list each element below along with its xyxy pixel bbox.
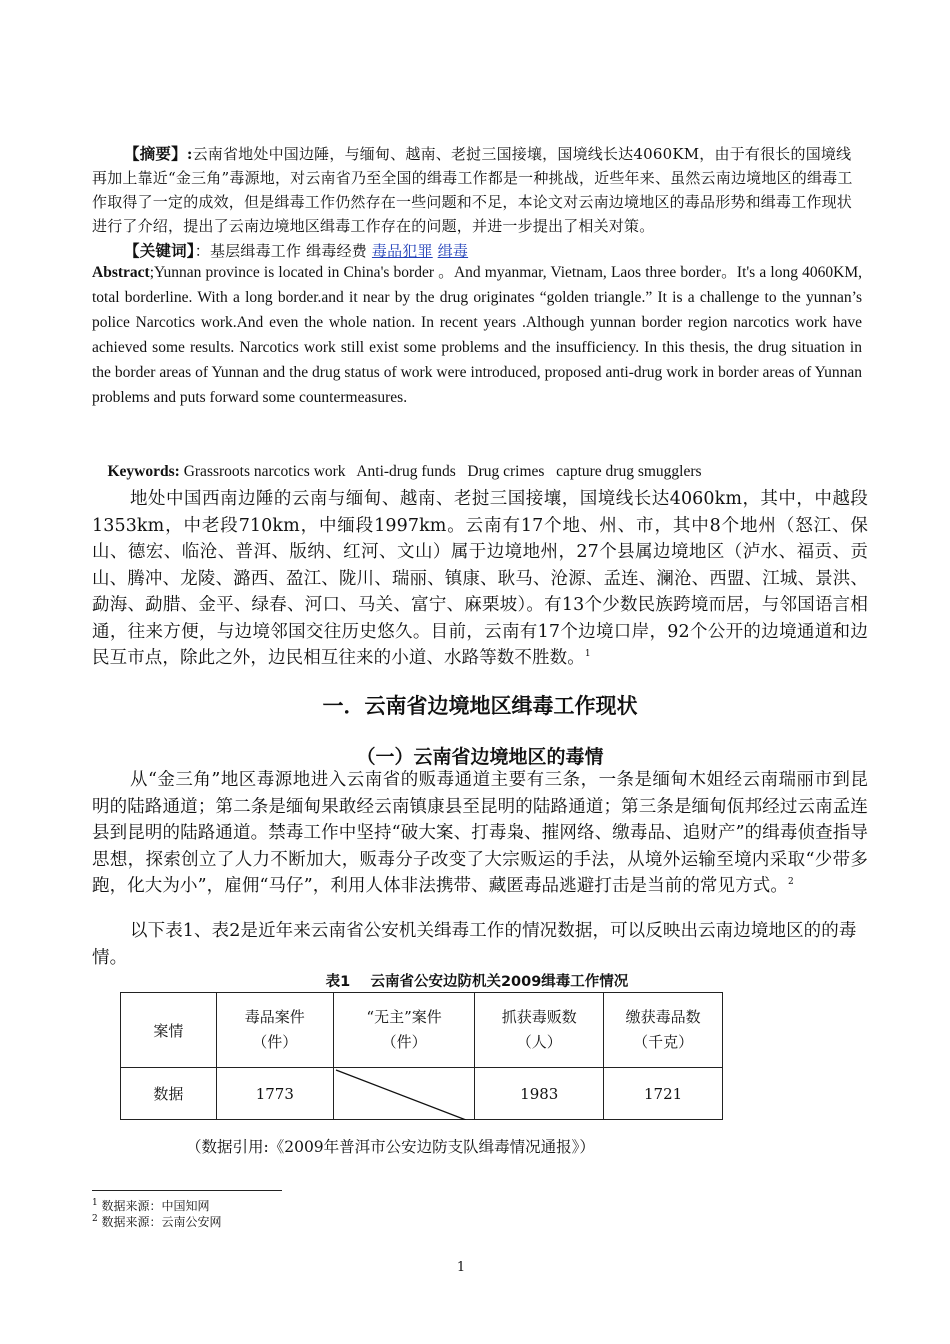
footnote-1 xyxy=(92,1198,210,1214)
drug-route-paragraph xyxy=(92,767,868,900)
cell-seized xyxy=(604,1068,723,1120)
cell-drug-cases xyxy=(216,1068,333,1120)
footnote-ref-2[interactable]: 2 xyxy=(787,877,794,888)
cell-arrests xyxy=(475,1068,604,1120)
header-arrests-unit: （人） xyxy=(516,1033,562,1051)
keywords-cn-label: 【关键词】 xyxy=(124,242,195,260)
header-ownerless-cases xyxy=(333,993,475,1068)
header-drug-cases xyxy=(216,993,333,1068)
header-arrests xyxy=(475,993,604,1068)
header-case-label: 案情 xyxy=(153,1021,184,1040)
abstract-cn-label: 【摘要】 xyxy=(124,145,187,163)
header-ownerless-cases-label: “无主”案件 xyxy=(366,1008,442,1026)
footnote-1-num: 1 xyxy=(92,1198,98,1208)
intro-text: 地处中国西南边陲的云南与缅甸、越南、老挝三国接壤，国境线长达4060km，其中，中越段1353km，中老段710km，中缅段1997km。云南有17个地、州、市，其中8个地州（怒江、保山、德宏、临沧、普洱、版纳、红河、文山）属于边境地州，27个县属边境地区（泸水、福贡、贡山、腾冲、龙陵、潞西、盈江、陇川、瑞丽、镇康、耿马、沧源、孟连、澜沧、西盟、江城、景洪、勐海、勐腊、金平、绿春、河口、马关、富宁、麻栗坡）。有13个少数民族跨境而居，与邻国语言相通，往来方便，与边境邻国交往历史悠久。目前，云南有17个边境口岸，92个公开的边境通道和边民互市点，除此之外，边民相互往来的小道、水路等数不胜数。 xyxy=(92,489,868,668)
header-arrests-label: 抓获毒贩数 xyxy=(501,1008,577,1026)
header-drug-cases-label: 毒品案件 xyxy=(244,1008,305,1026)
table-row xyxy=(121,1068,723,1120)
abstract-cn-text: 云南省地处中国边陲，与缅甸、越南、老挝三国接壤，国境线长达4060KM，由于有很长的国境线再加上靠近“金三角”毒源地，对云南省乃至全国的缉毒工作都是一种挑战，近些年来、虽然云南边境地区的缉毒工作取得了一定的成效，但是缉毒工作仍然存在一些问题和不足，本论文对云南边境地区的毒品形势和缉毒工作现状进行了介绍，提出了云南边境地区缉毒工作存在的问题，并进一步提出了相关对策。 xyxy=(92,145,853,235)
keywords-en-text: Grassroots narcotics work Anti-drug funds Drug crimes capture drug smugglers xyxy=(179,463,702,480)
header-drug-cases-unit: （件） xyxy=(252,1033,298,1051)
row-label: 数据 xyxy=(153,1085,184,1103)
table-intro-text: 以下表1、表2是近年来云南省公安机关缉毒工作的情况数据，可以反映出云南边境地区的的毒情。 xyxy=(92,921,857,968)
header-ownerless-cases-unit: （件） xyxy=(381,1033,427,1051)
value-seized: 1721 xyxy=(643,1084,683,1103)
footnote-2 xyxy=(92,1214,222,1230)
diagonal-slash xyxy=(334,1068,476,1120)
keywords-en-label: Keywords: xyxy=(107,463,180,480)
abstract-en xyxy=(92,260,862,410)
abstract-en-text: ;Yunnan province is located in China's border 。And myanmar, Vietnam, Laos three border。It's a long 4060KM, total borderline. With a long border.and it near by the drug originates “golden triangle.” It is a challenge to the yunnan’s police Narcotics work.And even the whole nation. In recent years .Although yunnan border region narcotics work have achieved some results. Narcotics work still exist some problems and the insufficiency. In this thesis, the drug situation in the border areas of Yunnan and the drug status of work were introduced, proposed anti-drug work in border areas of Yunnan problems and puts forward some countermeasures. xyxy=(92,264,862,406)
keywords-cn-text: ：基层缉毒工作 缉毒经费 xyxy=(194,242,372,260)
value-arrests: 1983 xyxy=(520,1084,559,1103)
footnote-2-num: 2 xyxy=(92,1214,98,1224)
keyword-link-drug-crime[interactable]: 毒品犯罪 xyxy=(371,242,433,260)
table-header-row xyxy=(121,993,723,1068)
section-heading-1-1: （一）云南省边境地区的毒情 xyxy=(356,746,604,768)
keyword-link-anti-drug[interactable]: 缉毒 xyxy=(437,242,469,260)
abstract-cn xyxy=(92,142,862,238)
drug-route-text: 从“金三角”地区毒源地进入云南省的贩毒通道主要有三条，一条是缅甸木姐经云南瑞丽市到昆明的陆路通道；第二条是缅甸果敢经云南镇康县至昆明的陆路通道；第三条是缅甸佤邦经过云南孟连县到昆明的陆路通道。禁毒工作中坚持“破大案、打毒枭、摧网络、缴毒品、追财产”的缉毒侦查指导思想，探索创立了人力不断加大，贩毒分子改变了大宗贩运的手法，从境外运输至境内采取“少带多跑，化大为小”，雇佣“马仔”，利用人体非法携带、藏匿毒品逃避打击是当前的常见方式。 xyxy=(92,770,868,896)
table-intro-paragraph xyxy=(92,918,868,971)
footnote-2-text: 数据来源：云南公安网 xyxy=(97,1215,222,1229)
header-case xyxy=(121,993,217,1068)
table-caption: 表1 云南省公安边防机关2009缉毒工作情况 xyxy=(325,974,629,990)
header-seized-unit: （千克） xyxy=(633,1033,694,1051)
data-table xyxy=(120,992,723,1120)
abstract-en-label: Abstract xyxy=(92,264,150,281)
table-source: （数据引用:《2009年普洱市公安边防支队缉毒情况通报》） xyxy=(186,1138,595,1156)
footnote-separator xyxy=(92,1190,282,1191)
footnote-ref-1[interactable]: 1 xyxy=(584,649,591,660)
abstract-cn-colon: : xyxy=(186,145,193,163)
row-label-cell xyxy=(121,1068,217,1120)
page-number: 1 xyxy=(456,1260,466,1275)
footnote-1-text: 数据来源：中国知网 xyxy=(97,1199,210,1213)
header-seized xyxy=(604,993,723,1068)
section-heading-1: 一．云南省边境地区缉毒工作现状 xyxy=(322,694,638,718)
intro-paragraph xyxy=(92,486,868,672)
cell-ownerless-cases xyxy=(333,1068,475,1120)
value-drug-cases: 1773 xyxy=(255,1084,294,1103)
header-seized-label: 缴获毒品数 xyxy=(625,1008,701,1026)
